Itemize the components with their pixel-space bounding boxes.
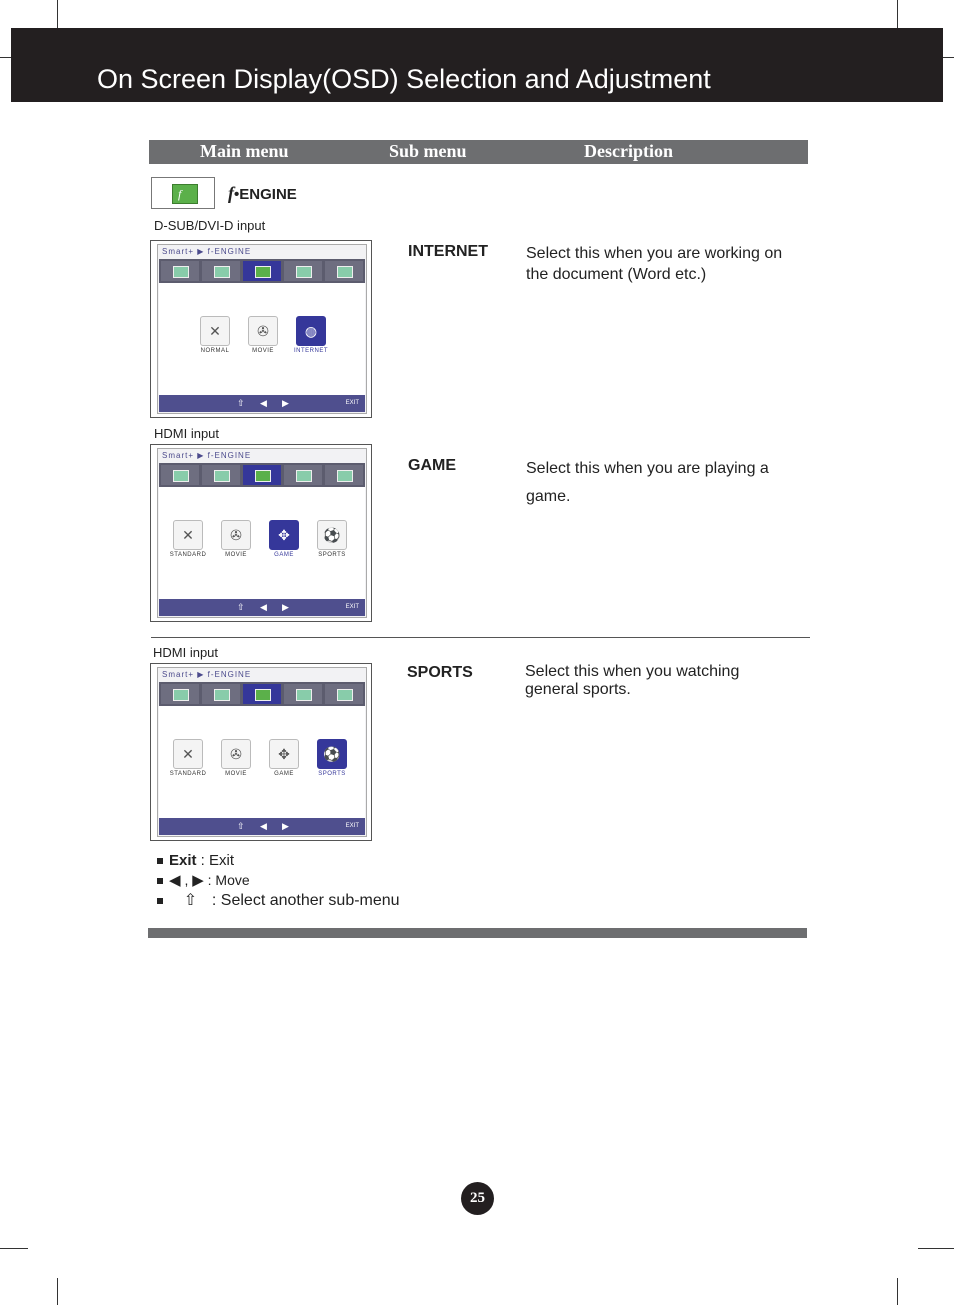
osd-tab-bar [159,463,365,487]
crop-mark [918,1248,954,1249]
normal-icon: ✕ [200,316,230,346]
game-icon: ✥ [269,520,299,550]
osd-tab-setup [325,684,363,704]
osd-tab-tracking [284,465,322,485]
crop-mark [57,0,58,28]
input-label-hdmi: HDMI input [154,426,220,441]
right-arrow-icon: ▶ [282,821,289,831]
osd-tab-tracking [284,684,322,704]
select-arrow-icon: ⇧ [237,398,245,408]
legend-select: ⇧ : Select another sub-menu [157,890,400,910]
osd-screenshot-sports [150,663,372,841]
right-arrow-icon: ▶ [282,602,289,612]
osd-tab-f-engine [243,261,281,281]
crop-mark [943,57,954,58]
legend-move: ◀ , ▶ : Move [157,871,250,889]
osd-tab-f-engine [243,684,281,704]
left-arrow-icon: ◀ [260,602,267,612]
left-arrow-icon: ◀ [260,398,267,408]
page-number: 25 [461,1182,494,1215]
right-arrow-icon: ▶ [192,872,204,889]
standard-icon: ✕ [173,739,203,769]
osd-tab-picture [161,261,199,281]
osd-tab-color [202,465,240,485]
sports-icon: ⚽ [317,739,347,769]
movie-icon: ✇ [221,520,251,550]
osd-item: ✇ MOVIE [215,739,257,777]
description-sports: Select this when you watching general sports. [525,663,740,698]
osd-item: ✕ NORMAL [194,316,236,354]
game-icon: ✥ [269,739,299,769]
osd-tab-bar [159,259,365,283]
osd-tab-f-engine [243,465,281,485]
osd-breadcrumb: Smart+ ▶ f-ENGINE [162,247,252,256]
description-game: Select this when you are playing a game. [526,460,769,505]
input-label-hdmi: HDMI input [153,645,219,660]
sub-menu-internet: INTERNET [408,243,488,260]
internet-icon: ◍ [296,316,326,346]
osd-item: ✥ GAME [263,739,305,777]
select-arrow-icon: ⇧ [237,821,245,831]
osd-screenshot-internet [150,240,372,418]
footer-bar [148,928,807,938]
osd-item: ⚽ SPORTS [311,520,353,558]
input-label-dsub: D-SUB/DVI-D input [154,218,266,233]
f-engine-label: f•ENGINE [228,183,297,203]
osd-bottom-bar [159,395,365,412]
osd-exit-label: EXIT [345,604,359,610]
osd-item-selected: ⚽ SPORTS [311,739,353,777]
sports-icon: ⚽ [317,520,347,550]
osd-tab-setup [325,465,363,485]
movie-icon: ✇ [221,739,251,769]
osd-tab-picture [161,684,199,704]
osd-tab-setup [325,261,363,281]
crop-mark [897,0,898,28]
osd-item-selected: ◍ INTERNET [290,316,332,354]
page-title: On Screen Display(OSD) Selection and Adjustment [97,64,711,94]
movie-icon: ✇ [248,316,278,346]
sub-menu-game: GAME [408,457,456,474]
select-arrow-icon: ⇧ [237,602,245,612]
osd-item: ✕ STANDARD [167,739,209,777]
osd-exit-label: EXIT [345,823,359,829]
left-arrow-icon: ◀ [260,821,267,831]
f-engine-menu-icon [151,177,215,209]
osd-tab-color [202,684,240,704]
osd-breadcrumb: Smart+ ▶ f-ENGINE [162,451,252,460]
osd-item-selected: ✥ GAME [263,520,305,558]
crop-mark [57,1278,58,1305]
osd-item: ✇ MOVIE [215,520,257,558]
page-header [11,28,943,102]
column-main-menu: Main menu [200,141,289,161]
f-engine-icon: f [172,184,198,204]
osd-bottom-bar [159,599,365,616]
section-divider [151,637,810,638]
crop-mark [897,1278,898,1305]
column-sub-menu: Sub menu [389,141,467,161]
left-arrow-icon: ◀ [169,872,181,889]
standard-icon: ✕ [173,520,203,550]
column-header-bar [149,140,808,164]
right-arrow-icon: ▶ [282,398,289,408]
osd-breadcrumb: Smart+ ▶ f-ENGINE [162,670,252,679]
column-description: Description [584,141,673,161]
sub-menu-sports: SPORTS [407,664,473,681]
osd-tab-color [202,261,240,281]
osd-tab-bar [159,682,365,706]
osd-tab-tracking [284,261,322,281]
osd-item: ✇ MOVIE [242,316,284,354]
description-internet: Select this when you are working on the document (Word etc.) [526,245,783,283]
osd-tab-picture [161,465,199,485]
select-arrow-icon: ⇧ [183,892,198,909]
osd-item: ✕ STANDARD [167,520,209,558]
crop-mark [0,57,11,58]
osd-exit-label: EXIT [345,400,359,406]
osd-bottom-bar [159,818,365,835]
legend-exit: Exit : Exit [157,852,234,869]
crop-mark [0,1248,28,1249]
osd-screenshot-game [150,444,372,622]
